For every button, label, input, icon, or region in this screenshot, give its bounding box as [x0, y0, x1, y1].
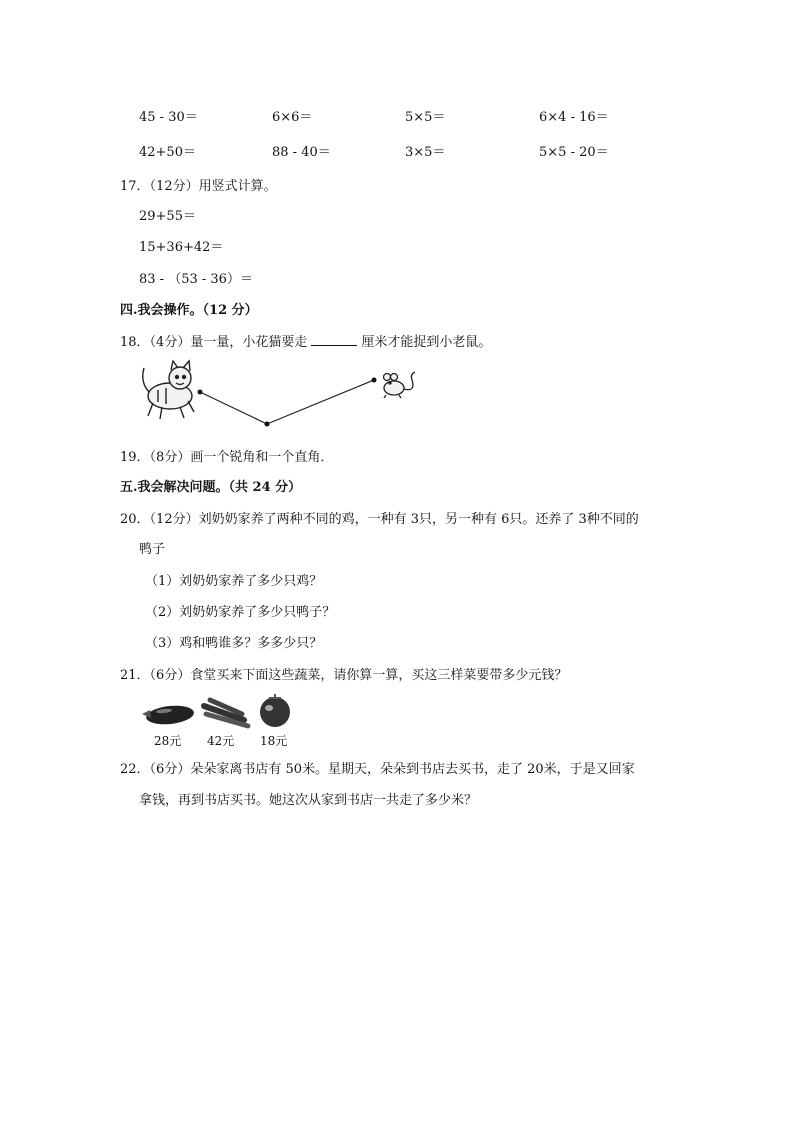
tomato-price: 18元 [260, 734, 288, 748]
path-point-start [198, 390, 203, 395]
question-20-sub-3: （3）鸡和鸭谁多？多多少只？ [145, 636, 323, 651]
calc-row-2-col-2: 88 - 40＝ [272, 145, 331, 160]
question-20-line-2: 鸭子 [139, 542, 166, 557]
question-22-line-1: 22．（6分）朵朵家离书店有 50米。星期天，朵朵到书店去买书，走了 20米，于是又回家 [120, 762, 635, 777]
calc-row-1-col-4: 6×4 - 16＝ [539, 110, 609, 125]
question-17-item-2: 15+36+42＝ [139, 240, 224, 255]
path-point-end [372, 378, 377, 383]
question-20-sub-2: （2）刘奶奶家养了多少只鸭子？ [145, 605, 336, 620]
calc-row-2-col-1: 42+50＝ [139, 145, 196, 160]
question-19: 19．（8分）画一个锐角和一个直角． [120, 450, 334, 465]
eggplant-icon [142, 704, 195, 727]
vegetables-figure [138, 690, 298, 730]
question-20-line-1: 20．（12分）刘奶奶家养了两种不同的鸡，一种有 3只，另一种有 6只。还养了 3种不同的 [120, 512, 639, 527]
calc-row-2-col-3: 3×5＝ [405, 145, 446, 160]
cat-mouse-figure [136, 358, 426, 430]
path-segment-1 [200, 392, 267, 424]
question-18 [120, 331, 491, 350]
eggplant-price: 28元 [154, 734, 182, 748]
question-18-suffix: 厘米才能捉到小老鼠。 [361, 335, 492, 350]
question-20-sub-1: （1）刘奶奶家养了多少只鸡？ [145, 574, 323, 589]
section-5-heading: 五.我会解决问题。（共 24 分） [120, 480, 302, 495]
question-17-item-3: 83 - （53 - 36）＝ [139, 272, 253, 287]
cat-icon [143, 361, 194, 419]
calc-row-1-col-2: 6×6＝ [272, 110, 313, 125]
question-22-line-2: 拿钱，再到书店买书。她这次从家到书店一共走了多少米？ [139, 793, 478, 808]
cucumber-price: 42元 [207, 734, 235, 748]
mouse-icon [384, 372, 416, 398]
question-21: 21．（6分）食堂买来下面这些蔬菜，请你算一算，买这三样菜要带多少元钱？ [120, 668, 568, 683]
calc-row-1-col-1: 45 - 30＝ [139, 110, 198, 125]
calc-row-2-col-4: 5×5 - 20＝ [539, 145, 609, 160]
question-18-prefix: 18．（4分）量一量，小花猫要走 [120, 335, 308, 350]
path-point-corner [265, 422, 270, 427]
tomato-icon [260, 694, 290, 727]
question-17-title: 17．（12分）用竖式计算。 [120, 179, 277, 194]
question-17-item-1: 29+55＝ [139, 209, 196, 224]
calc-row-1-col-3: 5×5＝ [405, 110, 446, 125]
cucumber-icon [204, 700, 248, 726]
path-segment-2 [267, 380, 374, 424]
answer-blank[interactable] [311, 333, 357, 346]
section-4-heading: 四.我会操作。（12 分） [120, 303, 258, 318]
